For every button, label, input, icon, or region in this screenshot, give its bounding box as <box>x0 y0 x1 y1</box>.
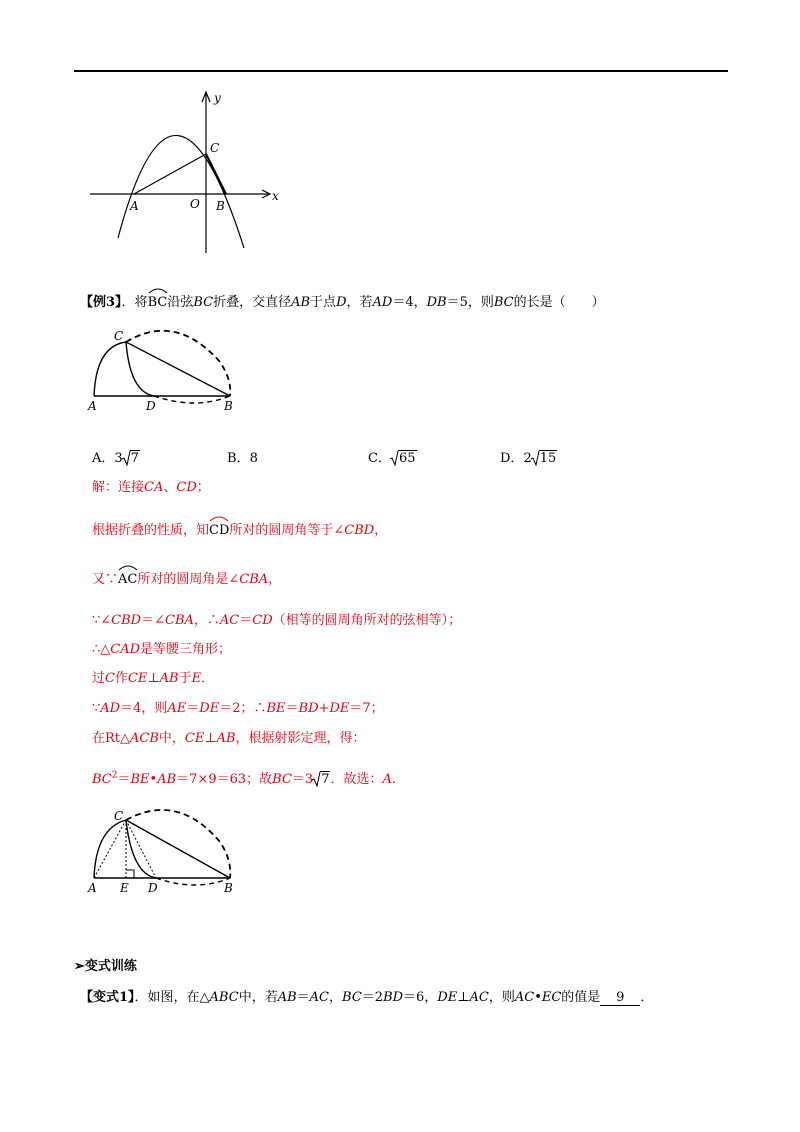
chord-bc <box>126 342 230 396</box>
solution-figure <box>86 806 246 898</box>
solution-line-3: 又∵ AC所对的圆周角是∠CBA， <box>92 568 281 587</box>
label-b: B <box>216 199 225 213</box>
answer-blank[interactable]: 9 <box>600 990 640 1006</box>
segment-ac <box>134 154 206 194</box>
label-c: C <box>114 809 124 823</box>
label-a: A <box>130 199 139 213</box>
arc-cd: CD <box>209 519 229 538</box>
dashed-arc <box>126 331 230 396</box>
arrow-icon: ➢ <box>74 959 85 974</box>
folded-arc-db <box>156 878 230 885</box>
fold-figure <box>86 322 246 414</box>
radical-icon <box>311 771 321 787</box>
arc-icon <box>148 288 168 294</box>
arc-ac <box>94 342 126 396</box>
right-angle-mark <box>126 870 134 878</box>
option-a[interactable]: A．3 7 <box>92 451 139 466</box>
arc-ac: AC <box>118 568 137 587</box>
folded-arc-db <box>154 396 230 403</box>
label-y: y <box>214 91 221 105</box>
label-d: D <box>146 399 156 413</box>
solution-line-5: ∴△CAD是等腰三角形； <box>92 642 232 657</box>
radical-icon <box>389 450 399 466</box>
sqrt-symbol: 15 <box>532 451 558 466</box>
label-e: E <box>120 881 129 895</box>
label-a: A <box>88 881 97 895</box>
segment-cb <box>206 154 226 194</box>
solution-line-7: ∵AD＝4，则AE＝DE＝2；∴BE＝BD+DE＝7； <box>92 701 384 716</box>
option-b[interactable]: B．8 <box>227 451 258 466</box>
label-x: x <box>272 189 279 203</box>
solution-line-2: 根据折叠的性质，知 CD所对的圆周角等于∠CBD， <box>92 519 387 538</box>
example3-question: 【例3】．将 BC沿弦BC折叠，交直径AB于点D，若AD＝4，DB＝5，则BC的长是（ ） <box>80 291 605 310</box>
arc-icon <box>209 516 229 522</box>
solution-line-8: 在Rt△ACB中，CE⊥AB，根据射影定理，得： <box>92 731 366 746</box>
solution-line-6: 过C作CE⊥AB于E． <box>92 671 215 686</box>
sqrt-symbol: 7 <box>313 772 330 787</box>
radical-icon <box>121 450 131 466</box>
variant1-question: 【变式1】．如图，在△ABC中，若AB＝AC，BC＝2BD＝6，DE⊥AC，则AC•EC的值是 9 ． <box>80 990 654 1005</box>
label-o: O <box>190 197 200 211</box>
folded-arc-cd <box>126 342 154 396</box>
option-d[interactable]: D．2 15 <box>500 451 557 466</box>
label-c: C <box>210 141 220 155</box>
solution-line-4: ∵∠CBD＝∠CBA，∴AC＝CD（相等的圆周角所对的弦相等）； <box>92 613 462 628</box>
label-c: C <box>114 329 124 343</box>
radical-icon <box>530 450 540 466</box>
dashed-arc <box>126 810 230 878</box>
arc-bc: BC <box>148 291 168 310</box>
variant-heading: ➢变式训练 <box>74 959 137 974</box>
sqrt-symbol: 7 <box>123 451 140 466</box>
label-d: D <box>148 881 158 895</box>
solution-line-1: 解：连接CA、CD； <box>92 480 210 495</box>
label-a: A <box>88 399 97 413</box>
solution-line-9: $BC^2=BE•AB=7\times 9=63$；故BC＝3 7．故选：A． <box>92 770 405 787</box>
sqrt-symbol: 65 <box>391 451 417 466</box>
option-c[interactable]: C． 65 <box>368 451 416 466</box>
arc-icon <box>118 565 138 571</box>
label-b: B <box>224 881 233 895</box>
label-b: B <box>224 399 233 413</box>
parabola-figure <box>86 88 286 258</box>
header-rule <box>74 70 728 72</box>
